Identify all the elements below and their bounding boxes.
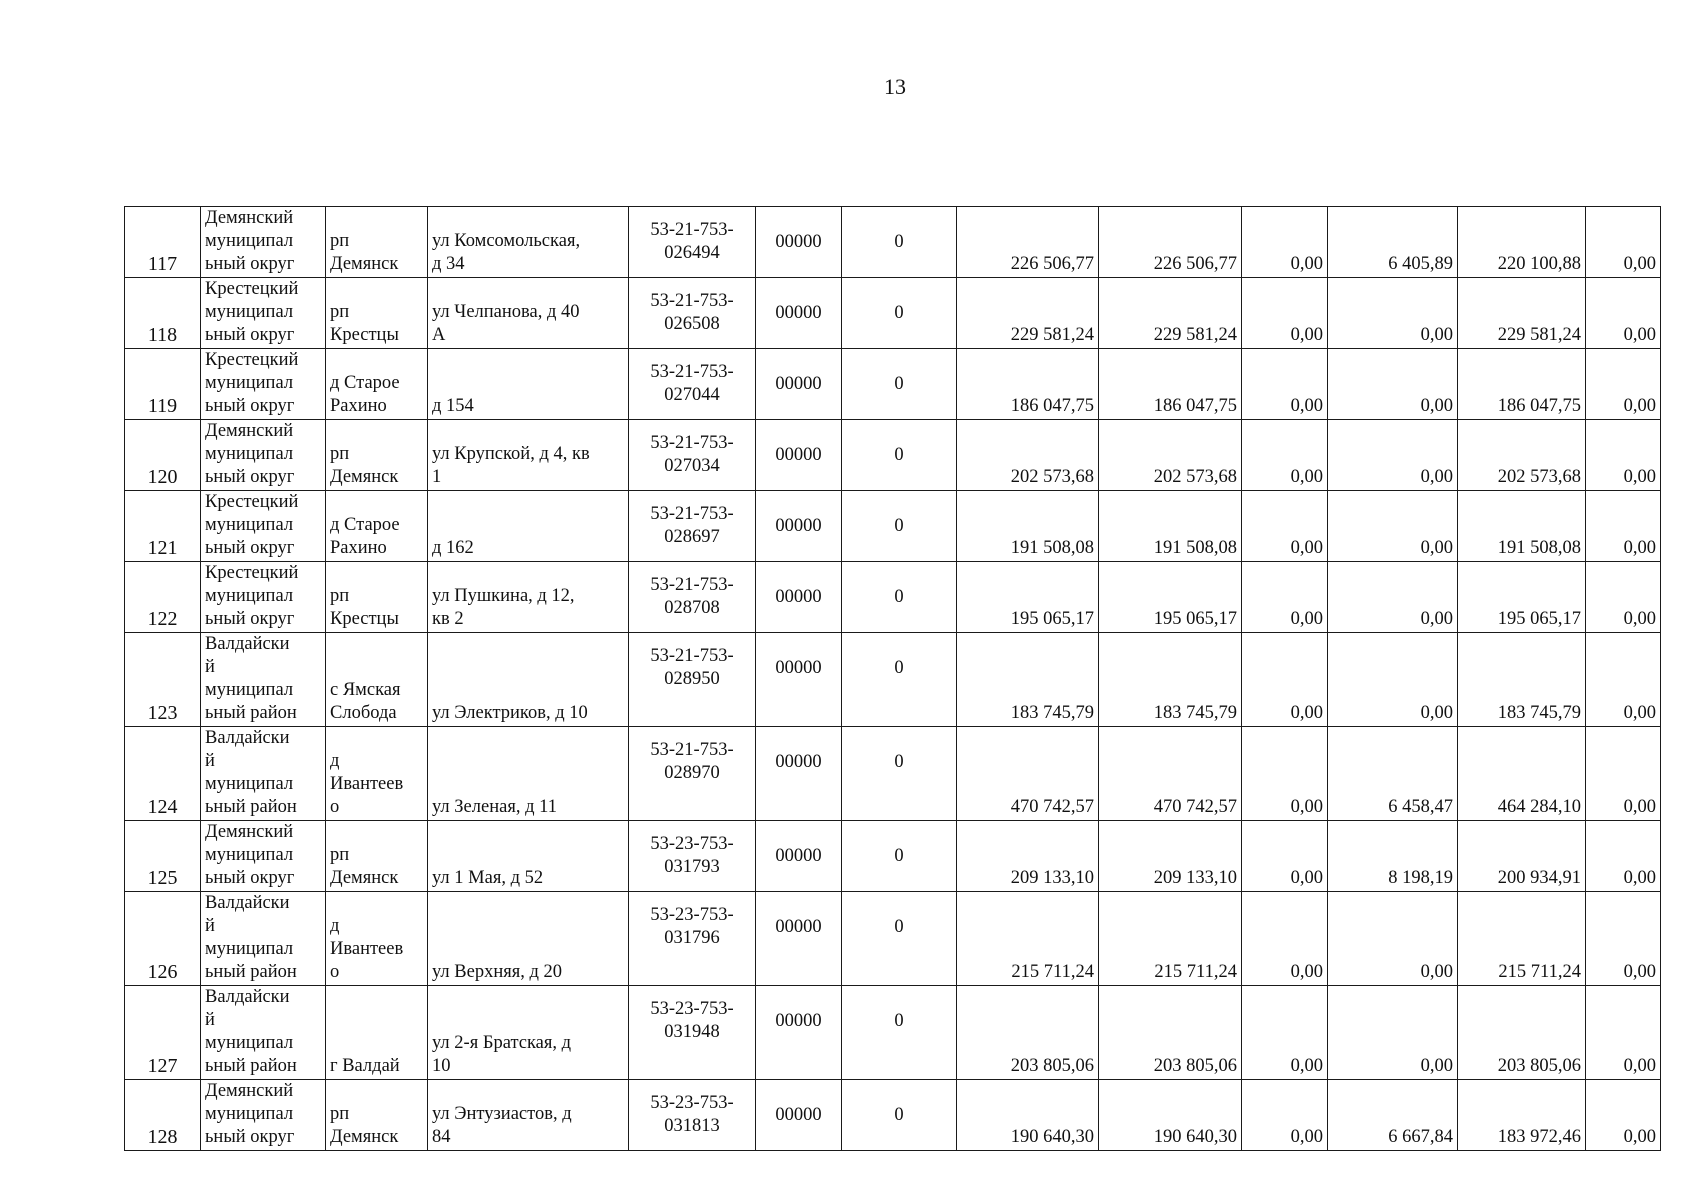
municipality-cell bbox=[201, 491, 326, 562]
value3-cell: 195 065,17 bbox=[1458, 562, 1586, 633]
value2-cell: 0,00 bbox=[1328, 491, 1458, 562]
cell-line: й bbox=[205, 1010, 215, 1030]
code-cell bbox=[629, 420, 756, 491]
cell-line: ул Крупской, д 4, кв bbox=[432, 444, 590, 464]
municipality-cell bbox=[201, 892, 326, 986]
amount-cell: 470 742,57 bbox=[1099, 727, 1242, 821]
cell-line: Валдайски bbox=[205, 728, 290, 748]
row-number-cell: 126 bbox=[125, 892, 201, 986]
value3-cell: 229 581,24 bbox=[1458, 278, 1586, 349]
cell-line: А bbox=[432, 325, 446, 345]
row-number-cell: 120 bbox=[125, 420, 201, 491]
address-cell bbox=[428, 633, 629, 727]
code2-cell: 00000 bbox=[756, 278, 842, 349]
cell-line: Демянский bbox=[205, 1081, 294, 1101]
municipality-cell bbox=[201, 821, 326, 892]
value1-cell: 0,00 bbox=[1242, 986, 1328, 1080]
zero-cell: 0 bbox=[842, 349, 957, 420]
zero-cell: 0 bbox=[842, 562, 957, 633]
cell-line: Валдайски bbox=[205, 987, 290, 1007]
amount-cell: 226 506,77 bbox=[1099, 207, 1242, 278]
cell-line: г Валдай bbox=[330, 1056, 400, 1076]
total-cell: 226 506,77 bbox=[957, 207, 1099, 278]
address-cell bbox=[428, 278, 629, 349]
cell-line: 10 bbox=[432, 1056, 451, 1076]
value4-cell: 0,00 bbox=[1586, 1080, 1661, 1151]
cell-line: муниципал bbox=[205, 1033, 294, 1053]
municipality-cell bbox=[201, 986, 326, 1080]
value4-cell: 0,00 bbox=[1586, 892, 1661, 986]
cell-line: 53-21-753- bbox=[650, 740, 734, 760]
value2-cell: 6 405,89 bbox=[1328, 207, 1458, 278]
cell-line: Демянский bbox=[205, 421, 294, 441]
cell-line: 028697 bbox=[664, 527, 720, 547]
cell-line: рп bbox=[330, 845, 350, 865]
zero-cell: 0 bbox=[842, 278, 957, 349]
value1-cell: 0,00 bbox=[1242, 278, 1328, 349]
amount-cell: 209 133,10 bbox=[1099, 821, 1242, 892]
zero-cell: 0 bbox=[842, 727, 957, 821]
value3-cell: 220 100,88 bbox=[1458, 207, 1586, 278]
total-cell: 209 133,10 bbox=[957, 821, 1099, 892]
cell-line: муниципал bbox=[205, 680, 294, 700]
zero-cell: 0 bbox=[842, 633, 957, 727]
settlement-cell bbox=[326, 1080, 428, 1151]
row-number-cell: 121 bbox=[125, 491, 201, 562]
total-cell: 186 047,75 bbox=[957, 349, 1099, 420]
value2-cell: 0,00 bbox=[1328, 562, 1458, 633]
cell-line: ьный округ bbox=[205, 868, 295, 888]
cell-line: 53-23-753- bbox=[650, 999, 734, 1019]
value3-cell: 215 711,24 bbox=[1458, 892, 1586, 986]
amount-cell: 191 508,08 bbox=[1099, 491, 1242, 562]
table-row bbox=[125, 892, 1661, 986]
address-cell bbox=[428, 821, 629, 892]
settlement-cell bbox=[326, 727, 428, 821]
total-cell: 183 745,79 bbox=[957, 633, 1099, 727]
code2-cell: 00000 bbox=[756, 349, 842, 420]
cell-line: ьный район bbox=[205, 703, 297, 723]
value1-cell: 0,00 bbox=[1242, 633, 1328, 727]
cell-line: Демянск bbox=[330, 467, 399, 487]
table-row bbox=[125, 1080, 1661, 1151]
code2-cell: 00000 bbox=[756, 491, 842, 562]
cell-line: муниципал bbox=[205, 774, 294, 794]
zero-cell: 0 bbox=[842, 821, 957, 892]
cell-line: д Старое bbox=[330, 515, 400, 535]
value2-cell: 6 667,84 bbox=[1328, 1080, 1458, 1151]
cell-line: Крестцы bbox=[330, 325, 399, 345]
cell-line: й bbox=[205, 657, 215, 677]
address-cell bbox=[428, 1080, 629, 1151]
code2-cell: 00000 bbox=[756, 562, 842, 633]
value1-cell: 0,00 bbox=[1242, 491, 1328, 562]
code2-cell: 00000 bbox=[756, 633, 842, 727]
value3-cell: 186 047,75 bbox=[1458, 349, 1586, 420]
cell-line: ьный округ bbox=[205, 609, 295, 629]
table-row bbox=[125, 349, 1661, 420]
cell-line: Крестецкий bbox=[205, 563, 299, 583]
value2-cell: 0,00 bbox=[1328, 633, 1458, 727]
value1-cell: 0,00 bbox=[1242, 727, 1328, 821]
cell-line: 026508 bbox=[664, 314, 720, 334]
address-cell bbox=[428, 562, 629, 633]
cell-line: й bbox=[205, 916, 215, 936]
page-number: 13 bbox=[884, 74, 906, 99]
amount-cell: 203 805,06 bbox=[1099, 986, 1242, 1080]
value2-cell: 0,00 bbox=[1328, 420, 1458, 491]
cell-line: д 154 bbox=[432, 396, 474, 416]
value2-cell: 0,00 bbox=[1328, 278, 1458, 349]
row-number-cell: 117 bbox=[125, 207, 201, 278]
row-number-cell: 123 bbox=[125, 633, 201, 727]
amount-cell: 186 047,75 bbox=[1099, 349, 1242, 420]
value2-cell: 0,00 bbox=[1328, 892, 1458, 986]
cell-line: с Ямская bbox=[330, 680, 401, 700]
cell-line: 53-21-753- bbox=[650, 220, 734, 240]
cell-line: о bbox=[330, 797, 340, 817]
table-row bbox=[125, 986, 1661, 1080]
cell-line: ул Зеленая, д 11 bbox=[432, 797, 557, 817]
cell-line: Рахино bbox=[330, 396, 387, 416]
value3-cell: 203 805,06 bbox=[1458, 986, 1586, 1080]
cell-line: муниципал bbox=[205, 515, 294, 535]
cell-line: Крестецкий bbox=[205, 350, 299, 370]
cell-line: 53-23-753- bbox=[650, 834, 734, 854]
cell-line: 53-21-753- bbox=[650, 291, 734, 311]
cell-line: 53-21-753- bbox=[650, 504, 734, 524]
code2-cell: 00000 bbox=[756, 727, 842, 821]
registry-table bbox=[124, 206, 1661, 1151]
settlement-cell bbox=[326, 821, 428, 892]
cell-line: ул 2-я Братская, д bbox=[432, 1033, 572, 1053]
cell-line: муниципал bbox=[205, 939, 294, 959]
municipality-cell bbox=[201, 420, 326, 491]
value2-cell: 8 198,19 bbox=[1328, 821, 1458, 892]
total-cell: 195 065,17 bbox=[957, 562, 1099, 633]
cell-line: рп bbox=[330, 444, 350, 464]
cell-line: рп bbox=[330, 302, 350, 322]
row-number-cell: 118 bbox=[125, 278, 201, 349]
cell-line: рп bbox=[330, 1104, 350, 1124]
total-cell: 229 581,24 bbox=[957, 278, 1099, 349]
value3-cell: 191 508,08 bbox=[1458, 491, 1586, 562]
settlement-cell bbox=[326, 420, 428, 491]
cell-line: 53-23-753- bbox=[650, 905, 734, 925]
row-number-cell: 128 bbox=[125, 1080, 201, 1151]
value4-cell: 0,00 bbox=[1586, 420, 1661, 491]
code-cell bbox=[629, 349, 756, 420]
cell-line: о bbox=[330, 962, 340, 982]
table-row bbox=[125, 420, 1661, 491]
code-cell bbox=[629, 821, 756, 892]
row-number-cell: 127 bbox=[125, 986, 201, 1080]
total-cell: 191 508,08 bbox=[957, 491, 1099, 562]
cell-line: д bbox=[330, 751, 340, 771]
registry-body bbox=[125, 207, 1661, 1151]
cell-line: муниципал bbox=[205, 586, 294, 606]
cell-line: ьный округ bbox=[205, 325, 295, 345]
cell-line: ул Верхняя, д 20 bbox=[432, 962, 563, 982]
cell-line: муниципал bbox=[205, 1104, 294, 1124]
total-cell: 202 573,68 bbox=[957, 420, 1099, 491]
value3-cell: 200 934,91 bbox=[1458, 821, 1586, 892]
municipality-cell bbox=[201, 1080, 326, 1151]
code2-cell: 00000 bbox=[756, 892, 842, 986]
code-cell bbox=[629, 278, 756, 349]
address-cell bbox=[428, 207, 629, 278]
cell-line: д Старое bbox=[330, 373, 400, 393]
cell-line: ьный район bbox=[205, 1056, 297, 1076]
cell-line: 027034 bbox=[664, 456, 720, 476]
cell-line: ул Электриков, д 10 bbox=[432, 703, 588, 723]
settlement-cell bbox=[326, 278, 428, 349]
cell-line: кв 2 bbox=[432, 609, 464, 629]
amount-cell: 229 581,24 bbox=[1099, 278, 1242, 349]
zero-cell: 0 bbox=[842, 420, 957, 491]
cell-line: д bbox=[330, 916, 340, 936]
cell-line: 53-23-753- bbox=[650, 1093, 734, 1113]
cell-line: Демянск bbox=[330, 254, 399, 274]
municipality-cell bbox=[201, 278, 326, 349]
cell-line: 027044 bbox=[664, 385, 720, 405]
table-row bbox=[125, 278, 1661, 349]
cell-line: ьный округ bbox=[205, 467, 295, 487]
cell-line: 026494 bbox=[664, 243, 720, 263]
cell-line: д 162 bbox=[432, 538, 474, 558]
value4-cell: 0,00 bbox=[1586, 727, 1661, 821]
cell-line: Слобода bbox=[330, 703, 397, 723]
value1-cell: 0,00 bbox=[1242, 1080, 1328, 1151]
value4-cell: 0,00 bbox=[1586, 278, 1661, 349]
total-cell: 470 742,57 bbox=[957, 727, 1099, 821]
code-cell bbox=[629, 207, 756, 278]
address-cell bbox=[428, 986, 629, 1080]
amount-cell: 190 640,30 bbox=[1099, 1080, 1242, 1151]
table-row bbox=[125, 821, 1661, 892]
table-row bbox=[125, 633, 1661, 727]
value1-cell: 0,00 bbox=[1242, 821, 1328, 892]
code-cell bbox=[629, 1080, 756, 1151]
value4-cell: 0,00 bbox=[1586, 349, 1661, 420]
cell-line: д 34 bbox=[432, 254, 465, 274]
cell-line: 53-21-753- bbox=[650, 362, 734, 382]
cell-line: муниципал bbox=[205, 444, 294, 464]
table-row bbox=[125, 207, 1661, 278]
cell-line: ьный округ bbox=[205, 254, 295, 274]
settlement-cell bbox=[326, 349, 428, 420]
cell-line: 53-21-753- bbox=[650, 575, 734, 595]
code2-cell: 00000 bbox=[756, 821, 842, 892]
cell-line: Демянск bbox=[330, 1127, 399, 1147]
cell-line: ьный округ bbox=[205, 538, 295, 558]
zero-cell: 0 bbox=[842, 986, 957, 1080]
settlement-cell bbox=[326, 562, 428, 633]
total-cell: 203 805,06 bbox=[957, 986, 1099, 1080]
cell-line: ьный район bbox=[205, 797, 297, 817]
cell-line: ьный округ bbox=[205, 396, 295, 416]
settlement-cell bbox=[326, 207, 428, 278]
cell-line: Демянский bbox=[205, 208, 294, 228]
cell-line: 1 bbox=[432, 467, 442, 487]
settlement-cell bbox=[326, 491, 428, 562]
zero-cell: 0 bbox=[842, 1080, 957, 1151]
address-cell bbox=[428, 491, 629, 562]
cell-line: ул Челпанова, д 40 bbox=[432, 302, 580, 322]
amount-cell: 215 711,24 bbox=[1099, 892, 1242, 986]
cell-line: Рахино bbox=[330, 538, 387, 558]
cell-line: 84 bbox=[432, 1127, 451, 1147]
cell-line: 028950 bbox=[664, 669, 720, 689]
total-cell: 215 711,24 bbox=[957, 892, 1099, 986]
code-cell bbox=[629, 491, 756, 562]
cell-line: ул 1 Мая, д 52 bbox=[432, 868, 544, 888]
code-cell bbox=[629, 892, 756, 986]
table-row bbox=[125, 727, 1661, 821]
cell-line: й bbox=[205, 751, 215, 771]
value4-cell: 0,00 bbox=[1586, 207, 1661, 278]
row-number-cell: 125 bbox=[125, 821, 201, 892]
municipality-cell bbox=[201, 207, 326, 278]
table-row bbox=[125, 562, 1661, 633]
zero-cell: 0 bbox=[842, 892, 957, 986]
cell-line: 031793 bbox=[664, 857, 720, 877]
code-cell bbox=[629, 727, 756, 821]
address-cell bbox=[428, 349, 629, 420]
cell-line: ьный округ bbox=[205, 1127, 295, 1147]
code2-cell: 00000 bbox=[756, 420, 842, 491]
value4-cell: 0,00 bbox=[1586, 986, 1661, 1080]
value4-cell: 0,00 bbox=[1586, 491, 1661, 562]
municipality-cell bbox=[201, 633, 326, 727]
amount-cell: 183 745,79 bbox=[1099, 633, 1242, 727]
value2-cell: 0,00 bbox=[1328, 349, 1458, 420]
row-number-cell: 124 bbox=[125, 727, 201, 821]
value3-cell: 183 972,46 bbox=[1458, 1080, 1586, 1151]
cell-line: 031796 bbox=[664, 928, 720, 948]
cell-line: ул Энтузиастов, д bbox=[432, 1104, 572, 1124]
value3-cell: 202 573,68 bbox=[1458, 420, 1586, 491]
settlement-cell bbox=[326, 986, 428, 1080]
cell-line: Ивантеев bbox=[330, 774, 404, 794]
code-cell bbox=[629, 986, 756, 1080]
code-cell bbox=[629, 633, 756, 727]
cell-line: Ивантеев bbox=[330, 939, 404, 959]
municipality-cell bbox=[201, 562, 326, 633]
cell-line: Валдайски bbox=[205, 893, 290, 913]
cell-line: 028970 bbox=[664, 763, 720, 783]
cell-line: 031813 bbox=[664, 1116, 720, 1136]
value2-cell: 6 458,47 bbox=[1328, 727, 1458, 821]
cell-line: 53-21-753- bbox=[650, 646, 734, 666]
value1-cell: 0,00 bbox=[1242, 349, 1328, 420]
municipality-cell bbox=[201, 349, 326, 420]
cell-line: Валдайски bbox=[205, 634, 290, 654]
cell-line: Демянский bbox=[205, 822, 294, 842]
cell-line: рп bbox=[330, 586, 350, 606]
value3-cell: 183 745,79 bbox=[1458, 633, 1586, 727]
address-cell bbox=[428, 892, 629, 986]
total-cell: 190 640,30 bbox=[957, 1080, 1099, 1151]
cell-line: Крестецкий bbox=[205, 279, 299, 299]
value1-cell: 0,00 bbox=[1242, 420, 1328, 491]
cell-line: ьный район bbox=[205, 962, 297, 982]
value3-cell: 464 284,10 bbox=[1458, 727, 1586, 821]
code-cell bbox=[629, 562, 756, 633]
settlement-cell bbox=[326, 892, 428, 986]
zero-cell: 0 bbox=[842, 207, 957, 278]
cell-line: рп bbox=[330, 231, 350, 251]
code2-cell: 00000 bbox=[756, 207, 842, 278]
amount-cell: 202 573,68 bbox=[1099, 420, 1242, 491]
value4-cell: 0,00 bbox=[1586, 821, 1661, 892]
cell-line: Крестцы bbox=[330, 609, 399, 629]
zero-cell: 0 bbox=[842, 491, 957, 562]
cell-line: ул Пушкина, д 12, bbox=[432, 586, 575, 606]
row-number-cell: 119 bbox=[125, 349, 201, 420]
cell-line: муниципал bbox=[205, 373, 294, 393]
value1-cell: 0,00 bbox=[1242, 562, 1328, 633]
value1-cell: 0,00 bbox=[1242, 892, 1328, 986]
code2-cell: 00000 bbox=[756, 986, 842, 1080]
cell-line: 53-21-753- bbox=[650, 433, 734, 453]
cell-line: Крестецкий bbox=[205, 492, 299, 512]
cell-line: муниципал bbox=[205, 302, 294, 322]
municipality-cell bbox=[201, 727, 326, 821]
code2-cell: 00000 bbox=[756, 1080, 842, 1151]
table-row bbox=[125, 491, 1661, 562]
cell-line: муниципал bbox=[205, 845, 294, 865]
settlement-cell bbox=[326, 633, 428, 727]
cell-line: 028708 bbox=[664, 598, 720, 618]
value4-cell: 0,00 bbox=[1586, 562, 1661, 633]
value4-cell: 0,00 bbox=[1586, 633, 1661, 727]
cell-line: Демянск bbox=[330, 868, 399, 888]
row-number-cell: 122 bbox=[125, 562, 201, 633]
cell-line: 031948 bbox=[664, 1022, 720, 1042]
value1-cell: 0,00 bbox=[1242, 207, 1328, 278]
cell-line: муниципал bbox=[205, 231, 294, 251]
address-cell bbox=[428, 727, 629, 821]
cell-line: ул Комсомольская, bbox=[432, 231, 581, 251]
address-cell bbox=[428, 420, 629, 491]
value2-cell: 0,00 bbox=[1328, 986, 1458, 1080]
amount-cell: 195 065,17 bbox=[1099, 562, 1242, 633]
